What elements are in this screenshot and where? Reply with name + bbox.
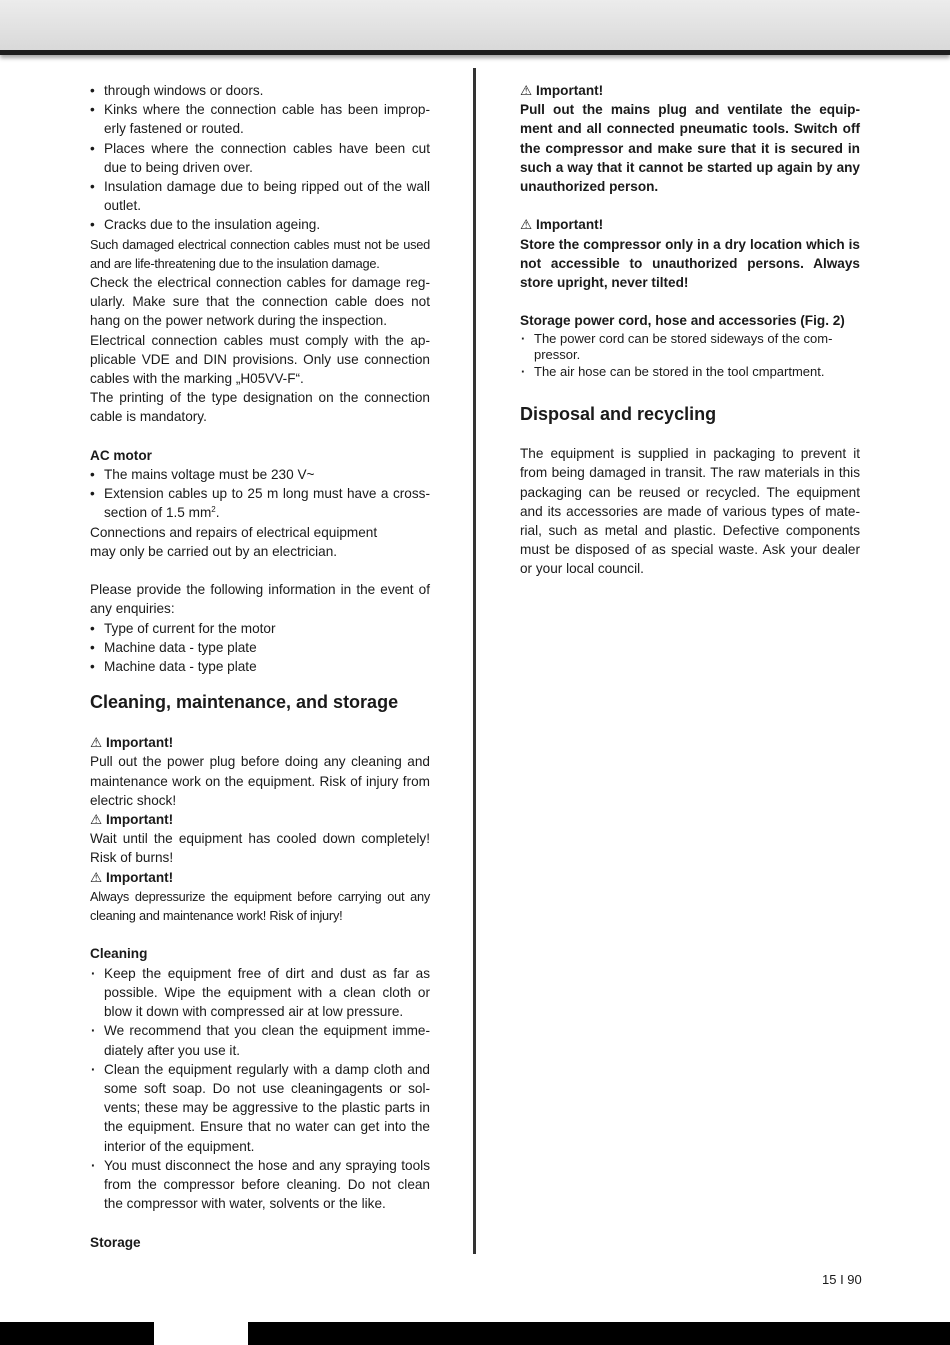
paragraph-damaged-cables: Such damaged electrical connection cables must not be used and are life-threatening due to the insulation damage. bbox=[90, 236, 430, 271]
storage-accessories-heading: Storage power cord, hose and accessories (Fig. 2) bbox=[520, 313, 845, 329]
important-cooled-text: Wait until the equipment has cooled down completely! Risk of burns! bbox=[90, 831, 430, 866]
list-item: · The air hose can be stored in the tool cmpartment. bbox=[520, 364, 860, 381]
list-item: · Keep the equipment free of dirt and dust as far as possible. Wipe the equipment with a clean cloth or blow it down with compressed air at low pressure. bbox=[90, 964, 430, 1022]
important-label: ⚠ Important! bbox=[90, 812, 174, 828]
warning-triangle-icon: ⚠ bbox=[90, 869, 103, 885]
important-mains-plug-text: Pull out the mains plug and ventilate the equip- ment and all connected pneumatic tools. Switch off the compressor and make sure that it is secured in such a way that it cannot be started up again by any unauthorized person. bbox=[520, 102, 860, 195]
list-item: • Machine data - type plate bbox=[90, 638, 430, 657]
list-item: • Places where the connection cables have been cut due to being driven over. bbox=[90, 139, 430, 177]
list-item: • The mains voltage must be 230 V~ bbox=[90, 465, 430, 484]
warning-triangle-icon: ⚠ bbox=[520, 83, 533, 98]
important-depressurize-text: Always depressurize the equipment before carrying out any cleaning and maintenance work! Risk of injury! bbox=[90, 888, 430, 924]
paragraph-type-designation: The printing of the type designation on the connection cable is mandatory. bbox=[90, 390, 430, 425]
list-item: · You must disconnect the hose and any spraying tools from the compressor before cleaning. Do not clean the compressor with water, solvents or the like. bbox=[90, 1156, 430, 1214]
footer-band-gap bbox=[154, 1322, 248, 1345]
paragraph-vde-din: Electrical connection cables must comply with the ap- plicable VDE and DIN provisions. Only use connection cables with the marking „H05VV-F“. bbox=[90, 332, 430, 387]
list-item: • Kinks where the connection cable has been improp- erly fastened or routed. bbox=[90, 100, 430, 138]
section-heading-disposal: Disposal and recycling bbox=[520, 404, 717, 425]
paragraph-disposal: The equipment is supplied in packaging to prevent it from being damaged in transit. The raw materials in this packaging can be reused or recycled. The equipment and its accessories are made of various types of mate- rial, such as metal and plastic. Defective components must be disposed of as special waste. Ask your dealer or your local council. bbox=[520, 446, 860, 577]
cleaning-heading: Cleaning bbox=[90, 946, 148, 962]
header-band bbox=[0, 0, 950, 55]
list-item: • Machine data - type plate bbox=[90, 657, 430, 676]
list-item: · Clean the equipment regularly with a damp cloth and some soft soap. Do not use cleaningagents or sol- vents; these may be aggressive to the plastic parts in the equipment. Ensure that no water can get into the interior of the equipment. bbox=[90, 1060, 430, 1156]
list-item: • Extension cables up to 25 m long must have a cross- section of 1.5 $mm^2$. bbox=[90, 484, 430, 522]
paragraph-connections: Connections and repairs of electrical equipment may only be carried out by an electrician. bbox=[90, 524, 378, 559]
page-number: 15 I 90 bbox=[822, 1272, 862, 1287]
list-item: • through windows or doors. bbox=[90, 81, 430, 100]
important-label: ⚠ Important! bbox=[90, 869, 174, 885]
list-item: · The power cord can be stored sideways of the com- pressor. bbox=[520, 331, 860, 364]
warning-triangle-icon: ⚠ bbox=[90, 735, 103, 751]
column-divider bbox=[473, 68, 476, 1254]
paragraph-enquiries: Please provide the following information in the event of any enquiries: bbox=[90, 582, 430, 617]
important-store-text: Store the compressor only in a dry location which is not accessible to unauthorized persons. Always store upright, never tilted! bbox=[520, 236, 860, 291]
right-column bbox=[520, 81, 860, 579]
important-label: ⚠ Important! bbox=[90, 735, 174, 751]
warning-triangle-icon: ⚠ bbox=[90, 812, 103, 828]
storage-heading: Storage bbox=[90, 1234, 141, 1250]
list-item: • Cracks due to the insulation ageing. bbox=[90, 215, 430, 234]
paragraph-check-cables: Check the electrical connection cables for damage reg- ularly. Make sure that the connection cable does not hang on the power network during the inspection. bbox=[90, 275, 430, 329]
ac-motor-heading: AC motor bbox=[90, 447, 152, 463]
left-column bbox=[90, 81, 430, 1252]
footer-band bbox=[0, 1322, 950, 1345]
section-heading-cleaning: Cleaning, maintenance, and storage bbox=[90, 692, 399, 713]
list-item: • Insulation damage due to being ripped out of the wall outlet. bbox=[90, 177, 430, 215]
warning-triangle-icon: ⚠ bbox=[520, 217, 533, 233]
list-item: · We recommend that you clean the equipment imme- diately after you use it. bbox=[90, 1021, 430, 1059]
important-power-plug-text: Pull out the power plug before doing any cleaning and maintenance work on the equipment. Risk of injury from electric shock! bbox=[90, 754, 430, 808]
list-item: • Type of current for the motor bbox=[90, 619, 430, 638]
important-label: ⚠ Important! bbox=[520, 217, 604, 233]
important-label: ⚠ Important! bbox=[520, 83, 604, 98]
